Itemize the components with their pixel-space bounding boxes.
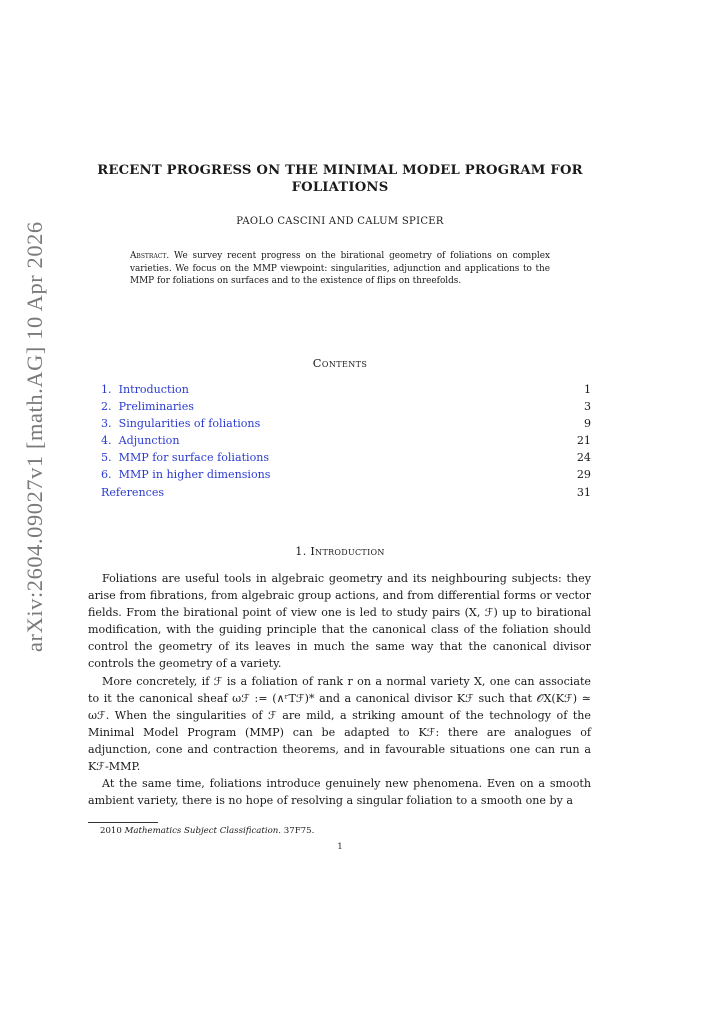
footnote [100,826,314,836]
footnote-code: 37F75. [283,826,315,836]
toc-page: 24 [576,451,591,465]
toc-item-references[interactable] [101,484,591,501]
abstract-text: We survey recent progress on the birational geometry of foliations on complex varieties. We focus on the MMP viewpoint: singularities, adjunction and applications to the MMP for foliations on surfaces and to the existence of flips on threefolds. [130,251,551,287]
toc-page: 1 [583,383,591,396]
toc-item-mmp-higher[interactable] [101,466,591,483]
footnote-rule [88,822,158,823]
toc-number: 6. [101,468,112,482]
title-line-2: FOLIATIONS [291,180,389,195]
arxiv-identifier: arXiv:2604.09027v1 [math.AG] 10 Apr 2026 [22,221,47,652]
toc-label: Adjunction [118,434,180,448]
toc-label: MMP in higher dimensions [118,468,271,482]
toc-item-mmp-surface[interactable] [101,449,591,466]
table-of-contents [101,381,591,501]
toc-item-introduction[interactable] [101,381,591,398]
toc-item-preliminaries[interactable] [101,398,591,415]
paragraph: At the same time, foliations introduce genuinely new phenomena. Even on a smooth ambient variety, there is no hope of resolving a singular foliation to a smooth one by a [88,777,591,808]
toc-number: 1. [101,383,112,396]
toc-page: 29 [576,468,591,482]
footnote-year: 2010 [100,826,122,836]
page-number: 1 [337,842,343,852]
toc-page: 3 [583,400,591,414]
toc-number: 4. [101,434,112,448]
toc-number: 2. [101,400,112,414]
toc-label: Introduction [118,383,189,396]
title-line-1: RECENT PROGRESS ON THE MINIMAL MODEL PROGRAM FOR [97,163,583,178]
toc-label: MMP for surface foliations [118,451,270,465]
section-heading [80,545,600,558]
paper-title [80,162,600,196]
toc-item-singularities[interactable] [101,415,591,432]
toc-page: 21 [576,434,591,448]
abstract [130,250,550,288]
section-body [88,570,591,809]
toc-number: 3. [101,417,112,431]
toc-label: References [101,485,165,499]
toc-number: 5. [101,451,112,465]
paragraph: Foliations are useful tools in algebraic geometry and its neighbouring subjects: they arise from fibrations, from algebraic group actions, and from differential forms or vector fields. From the birational point of view one is led to study pairs (X, ℱ) up to birational modification, with the guiding principle that the canonical class of the foliation should control the geometry of its leaves in much the same way that the canonical divisor controls the geometry of a variety. [88,572,591,671]
section-title: Introduction [310,545,385,558]
toc-page: 9 [583,417,591,431]
toc-label: Preliminaries [118,400,194,414]
footnote-label: Mathematics Subject Classification. [124,826,282,836]
contents-heading: Contents [312,356,368,370]
toc-label: Singularities of foliations [118,417,261,431]
abstract-label: Abstract. [130,251,170,261]
toc-item-adjunction[interactable] [101,432,591,449]
authors: PAOLO CASCINI AND CALUM SPICER [236,216,444,227]
paragraph: More concretely, if ℱ is a foliation of rank r on a normal variety X, one can associate to it the canonical sheaf ωℱ := (∧ʳTℱ)* and a canonical divisor Kℱ such that 𝒪X(Kℱ) ≃ ωℱ. When the singularities of ℱ are mild, a striking amount of the technology of the Minimal Model Program (MMP) can be adapted to Kℱ: there are analogues of adjunction, cone and contraction theorems, and in favourable situations one can run a Kℱ-MMP. [88,674,591,774]
toc-page: 31 [576,485,591,499]
section-number: 1. [295,545,307,558]
